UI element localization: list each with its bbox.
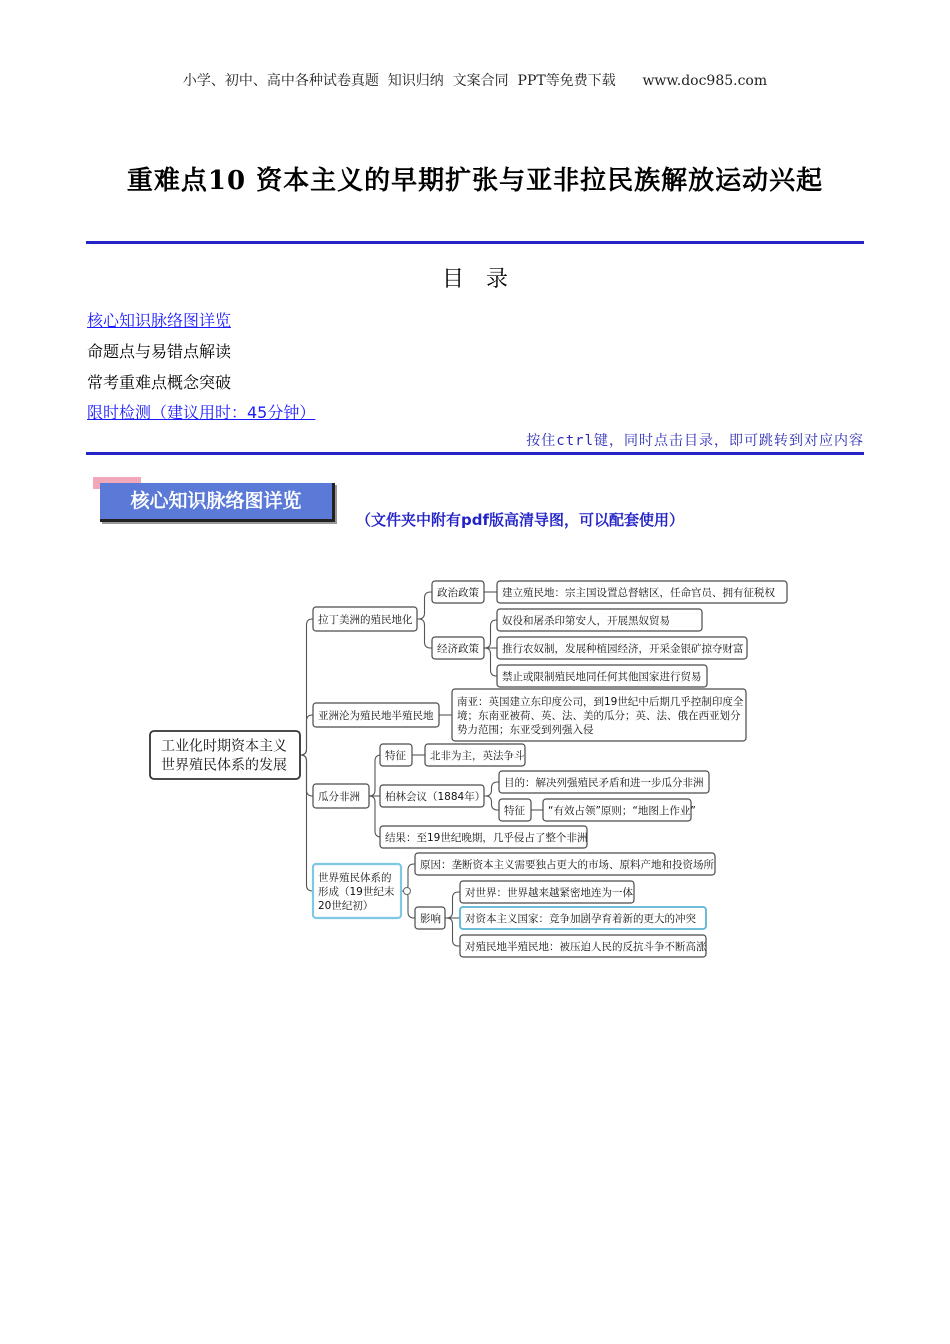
- mind-node-system-cause: [415, 853, 715, 875]
- mind-node-label: 亚洲沦为殖民地半殖民地: [318, 709, 434, 722]
- connector-economic_policy-econ_3: [484, 648, 497, 676]
- mind-node-impact: [415, 907, 445, 929]
- connector-berlin-berlin_feature: [484, 796, 499, 810]
- mind-node-berlin-purpose: [499, 771, 709, 793]
- mind-node-label: 北非为主，英法争斗: [430, 749, 525, 762]
- mind-node-label: 影响: [420, 912, 441, 925]
- mind-node-political-detail: [497, 581, 787, 603]
- connector-berlin-berlin_purpose: [484, 782, 499, 796]
- connector-system-impact: [401, 891, 415, 918]
- mind-node-label: 特征: [385, 749, 406, 762]
- mind-node-label: 对世界：世界越来越紧密地连为一体: [465, 886, 633, 899]
- connector-root-system: [300, 755, 313, 891]
- connector-impact-impact_world: [445, 892, 460, 918]
- mind-node-label: 建立殖民地：宗主国设置总督辖区，任命官员、拥有征税权: [502, 586, 775, 599]
- section-note: （文件夹中附有pdf版高清导图，可以配套使用）: [356, 511, 685, 529]
- connector-economic_policy-econ_1: [484, 620, 497, 648]
- mind-node-system: [313, 864, 401, 918]
- mind-node-econ-1: [497, 609, 702, 631]
- mind-node-root: [150, 731, 300, 779]
- page-title: 重难点10 资本主义的早期扩张与亚非拉民族解放运动兴起: [126, 166, 824, 196]
- mind-map: [0, 560, 950, 980]
- mind-node-berlin-feature: [499, 799, 531, 821]
- mind-node-label: 推行农奴制，发展种植园经济，开采金银矿掠夺财富: [502, 642, 744, 655]
- mind-node-label: 结果：至19世纪晚期，几乎侵占了整个非洲: [385, 831, 588, 844]
- connector-africa-africa_feature: [369, 755, 381, 796]
- mind-node-label: 禁止或限制殖民地同任何其他国家进行贸易: [502, 670, 702, 683]
- toc-link-timed-test[interactable]: 限时检测（建议用时：45分钟）: [87, 403, 316, 422]
- mind-node-label: 拉丁美洲的殖民地化: [318, 613, 413, 626]
- connector-impact-impact_colonies: [445, 918, 460, 946]
- connector-latin_america-political_policy: [417, 592, 432, 619]
- site-url[interactable]: www.doc985.com: [642, 73, 768, 89]
- mind-node-label: 原因：垄断资本主义需要独占更大的市场、原料产地和投资场所: [420, 858, 714, 871]
- mind-node-econ-3: [497, 665, 707, 687]
- mind-node-africa-feature: [380, 744, 412, 766]
- mind-node-econ-2: [497, 637, 747, 659]
- mind-node-label: 工业化时期资本主义世界殖民体系的发展: [161, 738, 287, 774]
- collapse-toggle-icon[interactable]: [404, 888, 411, 895]
- divider-top: [86, 241, 864, 244]
- mind-node-asia-detail: [452, 689, 746, 741]
- mind-node-africa-feature-detail: [425, 744, 525, 766]
- connector-system-system_cause: [401, 864, 415, 891]
- mind-node-label: 柏林会议（1884年）: [385, 790, 486, 803]
- mind-node-label: 经济政策: [437, 642, 479, 655]
- mind-node-political-policy: [432, 581, 484, 603]
- mind-node-label: 瓜分非洲: [318, 790, 360, 803]
- divider-bottom: [86, 452, 864, 455]
- toc-item-key-concepts: 常考重难点概念突破: [87, 373, 232, 392]
- mind-node-asia: [313, 703, 439, 727]
- mind-node-berlin: [380, 785, 485, 807]
- connector-africa-africa_result: [369, 796, 381, 837]
- mind-node-africa-result: [380, 826, 587, 848]
- connector-root-asia: [300, 715, 313, 755]
- mind-node-label: 特征: [504, 804, 525, 817]
- mind-node-berlin-feature-detail: [543, 799, 696, 821]
- mind-node-label: 奴役和屠杀印第安人，开展黑奴贸易: [502, 614, 670, 627]
- site-header: [0, 70, 950, 90]
- section-badge-label: 核心知识脉络图详览: [130, 490, 302, 512]
- mind-node-impact-capitalist: [460, 907, 706, 929]
- section-badge: [93, 477, 341, 525]
- toc-item-exam-points: 命题点与易错点解读: [87, 342, 232, 361]
- mind-node-impact-colonies: [460, 935, 707, 957]
- mind-node-label: 政治政策: [437, 586, 479, 599]
- toc-hint: 按住ctrl键，同时点击目录，即可跳转到对应内容: [526, 433, 864, 449]
- mind-node-africa: [313, 784, 369, 808]
- mind-node-label: 世界殖民体系的形成（19世纪末 20世纪初）: [318, 871, 395, 912]
- site-header-text: 小学、初中、高中各种试卷真题 知识归纳 文案合同 PPT等免费下载: [182, 73, 616, 89]
- mind-node-label: 对殖民地半殖民地：被压迫人民的反抗斗争不断高涨: [465, 940, 707, 953]
- toc-heading: 目录: [441, 267, 530, 292]
- mind-node-label: 对资本主义国家：竞争加剧孕育着新的更大的冲突: [465, 912, 696, 925]
- mind-node-economic-policy: [432, 637, 484, 659]
- mind-node-impact-world: [460, 881, 634, 903]
- mind-node-label: 南亚：英国建立东印度公司，到19世纪中后期几乎控制印度全境；东南亚被荷、英、法、美的瓜分；英、法、俄在西亚划分势力范围；东亚受到列强入侵: [457, 695, 744, 736]
- toc-link-knowledge-map[interactable]: 核心知识脉络图详览: [87, 311, 232, 330]
- mind-node-label: 目的：解决列强殖民矛盾和进一步瓜分非洲: [504, 776, 704, 789]
- mind-node-label: “有效占领”原则；“地图上作业”: [548, 804, 696, 817]
- mind-node-latin-america: [313, 607, 417, 631]
- connector-latin_america-economic_policy: [417, 619, 432, 648]
